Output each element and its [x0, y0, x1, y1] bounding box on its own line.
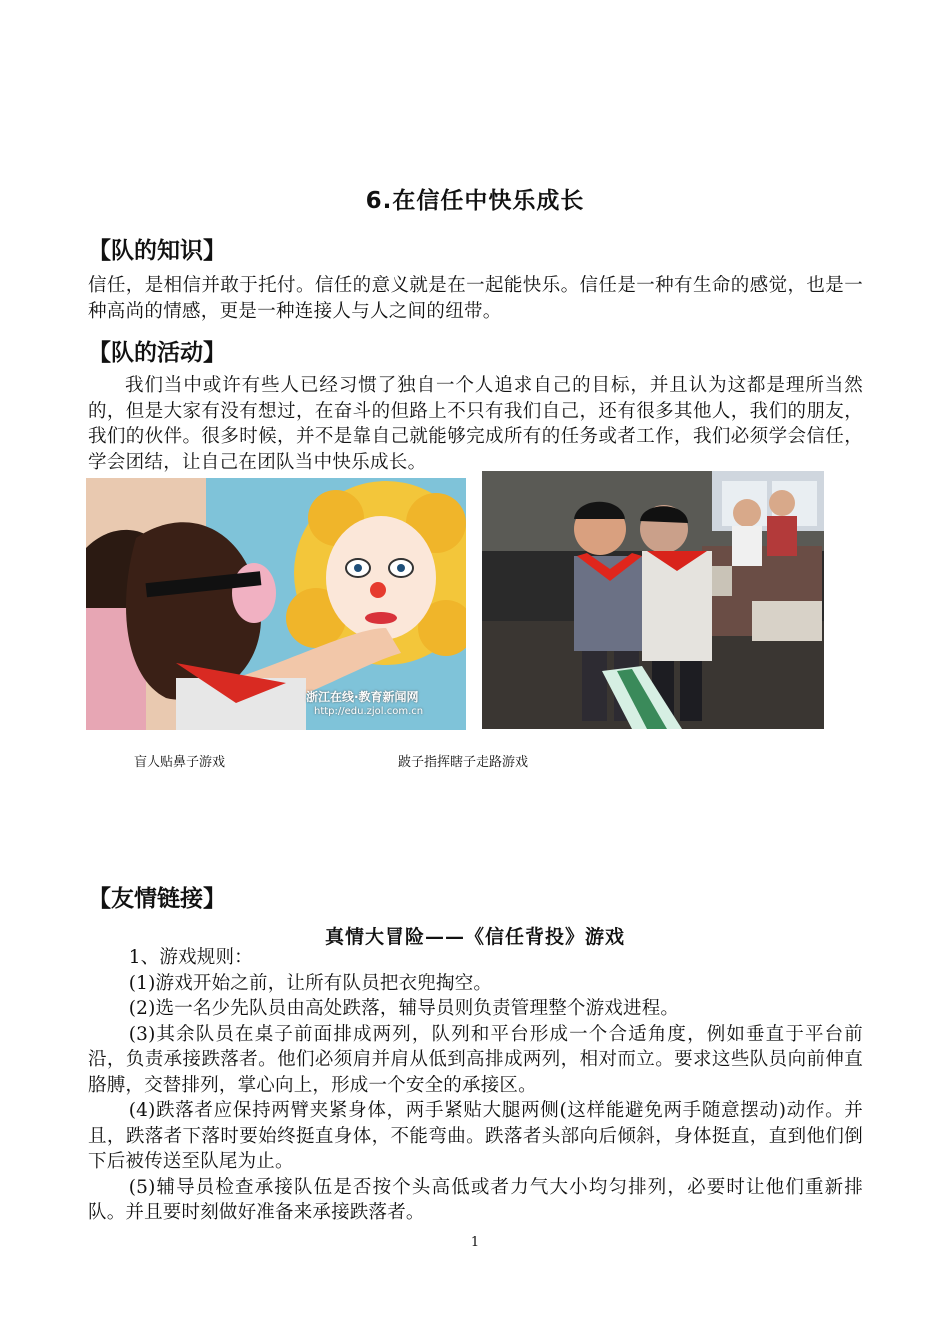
- game-rules: [88, 945, 863, 1226]
- photo-watermark-cn: 浙江在线·教育新闻网: [306, 690, 419, 704]
- rule-line: (5)辅导员检查承接队伍是否按个头高低或者力气大小均匀排列，必要时让他们重新排队。并且要时刻做好准备来承接跌落者。: [88, 1176, 863, 1223]
- rule-line: (3)其余队员在桌子前面排成两列，队列和平台形成一个合适角度，例如垂直于平台前沿，负责承接跌落者。他们必须肩并肩从低到高排成两列，相对而立。要求这些队员向前伸直胳膊，交替排列，掌心向上，形成一个安全的承接区。: [88, 1023, 863, 1096]
- rule-line: (1)游戏开始之前，让所有队员把衣兜掏空。: [128, 972, 493, 994]
- page-title: 6.在信任中快乐成长: [365, 188, 585, 214]
- photo-caption-lame-blind: 跛子指挥瞎子走路游戏: [398, 755, 529, 770]
- section-heading-knowledge: 【队的知识】: [88, 238, 226, 264]
- game-subtitle: 真情大冒险——《信任背投》游戏: [324, 926, 625, 948]
- photo-blindfold-nose-game: [86, 478, 466, 730]
- rule-line: 1、游戏规则：: [128, 947, 253, 968]
- rule-line: (2)选一名少先队员由高处跌落，辅导员则负责管理整个游戏进程。: [128, 998, 680, 1019]
- photo-classroom-illustration: [482, 471, 824, 729]
- photo-watermark-url: http://edu.zjol.com.cn: [314, 706, 424, 717]
- page-number: 1: [470, 1235, 480, 1250]
- activity-paragraph: 我们当中或许有些人已经习惯了独自一个人追求自己的目标，并且认为这都是理所当然的，但是大家有没有想过，在奋斗的但路上不只有我们自己，还有很多其他人，我们的朋友，我们的伙伴。很多时候，并不是靠自己就能够完成所有的任务或者工作，我们必须学会信任，学会团结，让自己在团队当中快乐成长。: [88, 375, 863, 473]
- section-heading-activity: 【队的活动】: [88, 340, 226, 366]
- photo-caption-blindfold: 盲人贴鼻子游戏: [134, 755, 226, 770]
- photo-lame-blind-walk-game: [482, 471, 824, 729]
- knowledge-paragraph: 信任，是相信并敢于托付。信任的意义就是在一起能快乐。信任是一种有生命的感觉，也是一种高尚的情感，更是一种连接人与人之间的纽带。: [88, 275, 863, 322]
- rule-line: (4)跌落者应保持两臂夹紧身体，两手紧贴大腿两侧(这样能避免两手随意摆动)动作。并且，跌落者下落时要始终挺直身体，不能弯曲。跌落者头部向后倾斜，身体挺直，直到他们倒下后被传送至队尾为止。: [88, 1100, 863, 1172]
- section-heading-friendship: 【友情链接】: [88, 886, 226, 912]
